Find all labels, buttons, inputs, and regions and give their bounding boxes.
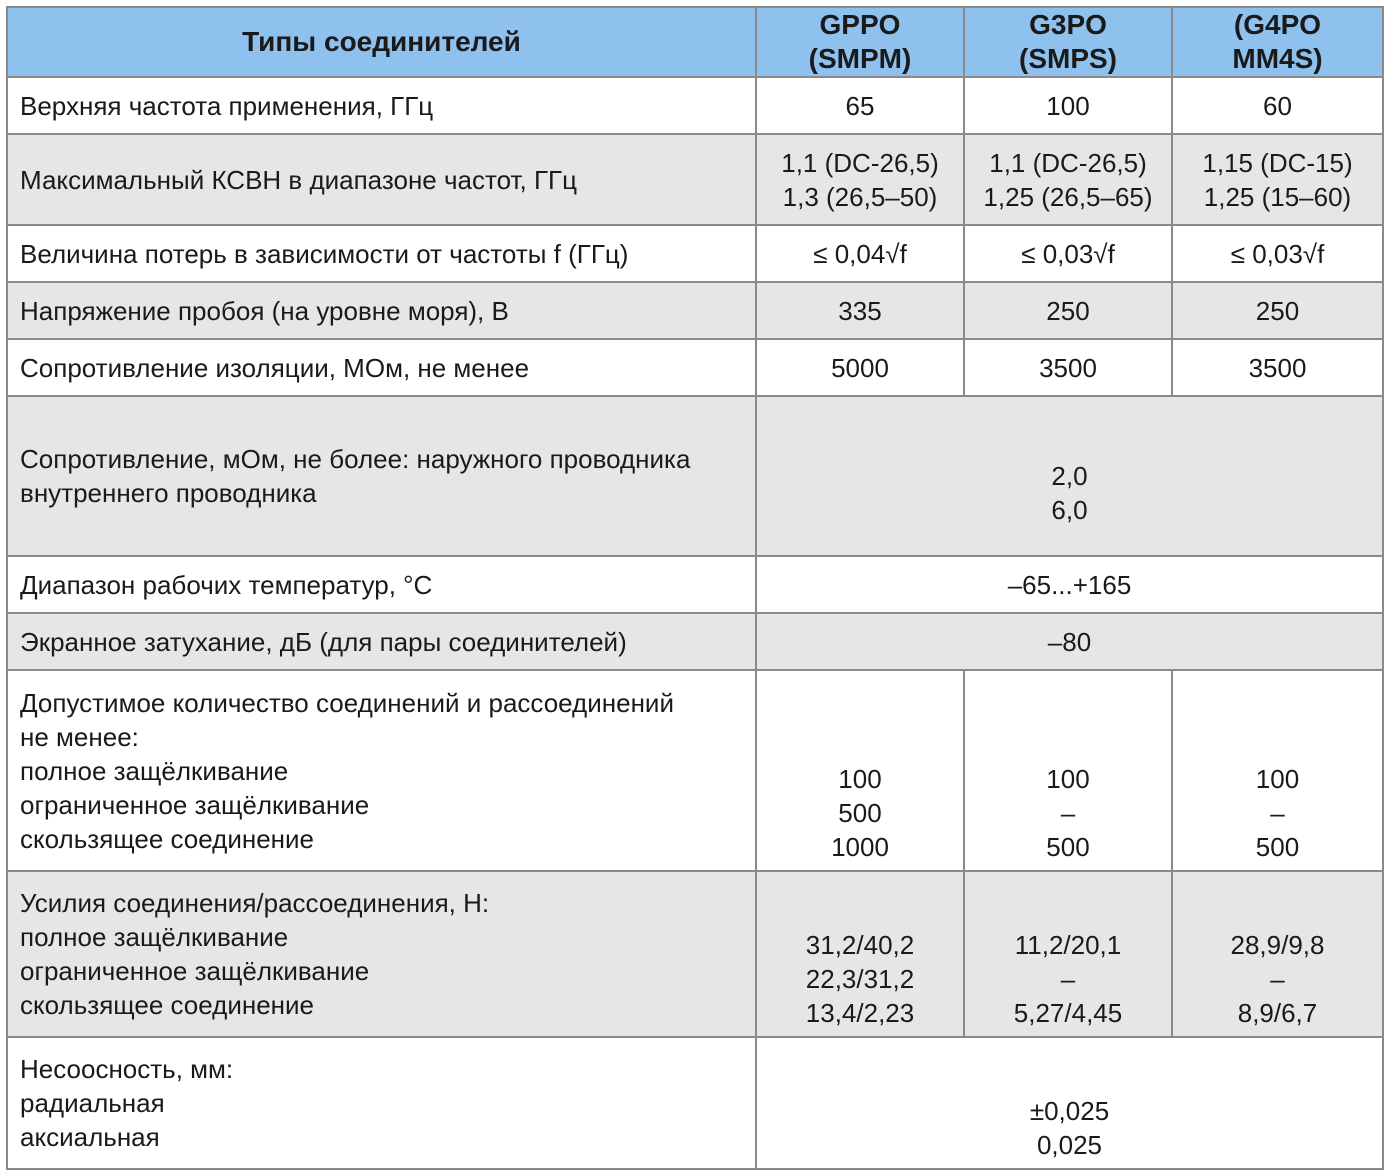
header-connector-types: Типы соединителей xyxy=(7,7,756,77)
cell-g4po: 3500 xyxy=(1172,339,1383,396)
cell-merged: 2,0 6,0 xyxy=(756,396,1383,556)
cell-gppo: 335 xyxy=(756,282,964,339)
table-row xyxy=(7,225,1383,282)
table-row xyxy=(7,77,1383,134)
cell-gppo: ≤ 0,04√f xyxy=(756,225,964,282)
row-label: Верхняя частота применения, ГГц xyxy=(7,77,756,134)
cell-gppo: 31,2/40,2 22,3/31,2 13,4/2,23 xyxy=(756,871,964,1037)
table-row xyxy=(7,613,1383,670)
table-row xyxy=(7,670,1383,871)
row-label: Максимальный КСВН в диапазоне частот, ГГц xyxy=(7,134,756,225)
cell-g4po: 60 xyxy=(1172,77,1383,134)
cell-g3po: 100 xyxy=(964,77,1172,134)
cell-merged: –65...+165 xyxy=(756,556,1383,613)
cell-g3po: 250 xyxy=(964,282,1172,339)
table-row xyxy=(7,1037,1383,1169)
cell-g3po: 100 – 500 xyxy=(964,670,1172,871)
cell-g3po: ≤ 0,03√f xyxy=(964,225,1172,282)
row-label: Сопротивление изоляции, МОм, не менее xyxy=(7,339,756,396)
cell-gppo: 5000 xyxy=(756,339,964,396)
table-row xyxy=(7,871,1383,1037)
header-row xyxy=(7,7,1383,77)
row-label: Сопротивление, мОм, не более: наружного проводника внутреннего проводника xyxy=(7,396,756,556)
header-gppo: GPPO (SMPM) xyxy=(756,7,964,77)
row-label: Диапазон рабочих температур, °С xyxy=(7,556,756,613)
cell-g3po: 1,1 (DC-26,5) 1,25 (26,5–65) xyxy=(964,134,1172,225)
connector-specs-table xyxy=(6,6,1384,1170)
cell-g4po: 250 xyxy=(1172,282,1383,339)
cell-merged: ±0,025 0,025 xyxy=(756,1037,1383,1169)
table-row xyxy=(7,339,1383,396)
row-label: Допустимое количество соединений и рассоединений не менее: полное защёлкивание ограниченное защёлкивание скользящее соединение xyxy=(7,670,756,871)
table-row xyxy=(7,282,1383,339)
row-label: Величина потерь в зависимости от частоты f (ГГц) xyxy=(7,225,756,282)
row-label: Напряжение пробоя (на уровне моря), В xyxy=(7,282,756,339)
cell-g4po: ≤ 0,03√f xyxy=(1172,225,1383,282)
row-label: Усилия соединения/рассоединения, Н: полное защёлкивание ограниченное защёлкивание скользящее соединение xyxy=(7,871,756,1037)
cell-merged: –80 xyxy=(756,613,1383,670)
cell-g3po: 11,2/20,1 – 5,27/4,45 xyxy=(964,871,1172,1037)
header-g3po: G3PO (SMPS) xyxy=(964,7,1172,77)
row-label: Экранное затухание, дБ (для пары соединителей) xyxy=(7,613,756,670)
table-row xyxy=(7,396,1383,556)
row-label: Несоосность, мм: радиальная аксиальная xyxy=(7,1037,756,1169)
cell-gppo: 100 500 1000 xyxy=(756,670,964,871)
table-row xyxy=(7,556,1383,613)
cell-g4po: 1,15 (DC-15) 1,25 (15–60) xyxy=(1172,134,1383,225)
cell-g4po: 100 – 500 xyxy=(1172,670,1383,871)
cell-gppo: 1,1 (DC-26,5) 1,3 (26,5–50) xyxy=(756,134,964,225)
header-g4po: (G4PO MM4S) xyxy=(1172,7,1383,77)
cell-g4po: 28,9/9,8 – 8,9/6,7 xyxy=(1172,871,1383,1037)
cell-gppo: 65 xyxy=(756,77,964,134)
cell-g3po: 3500 xyxy=(964,339,1172,396)
table-row xyxy=(7,134,1383,225)
